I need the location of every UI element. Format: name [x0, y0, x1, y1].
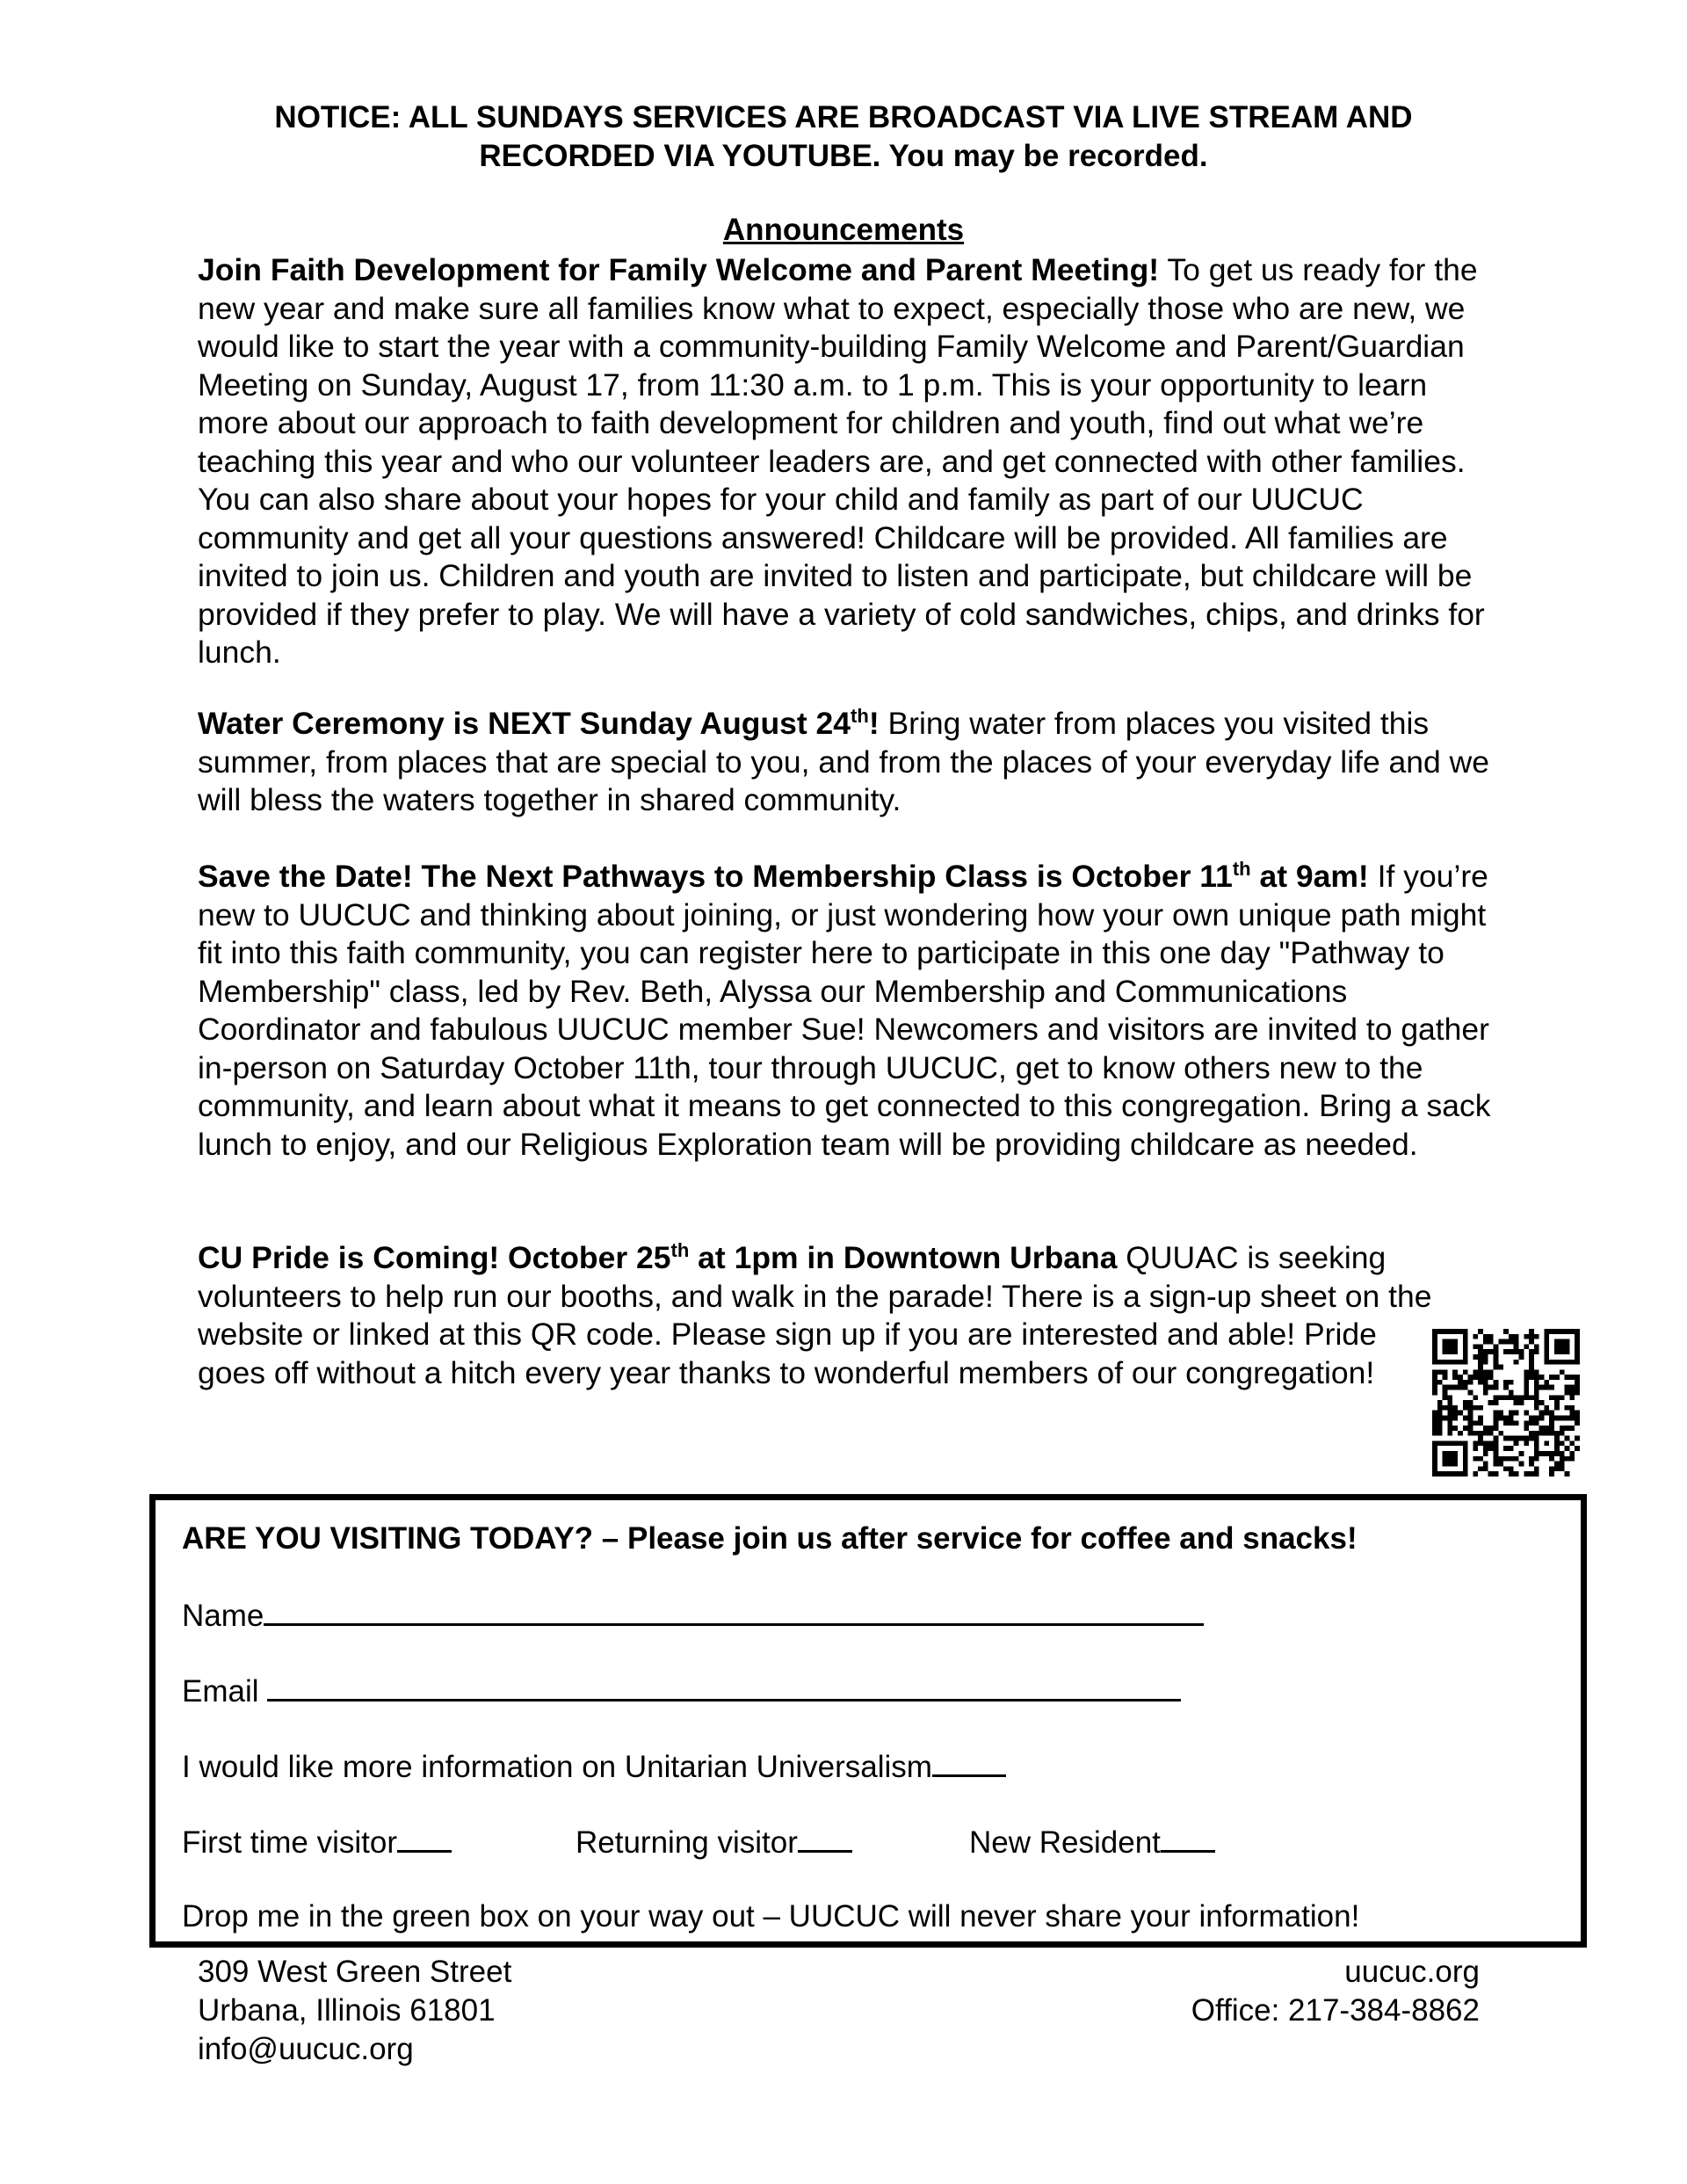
name-label: Name [182, 1599, 264, 1633]
ordinal-suffix: th [851, 705, 869, 728]
visitor-card-heading: ARE YOU VISITING TODAY? – Please join us after service for coffee and snacks! [182, 1521, 1358, 1556]
street-address: 309 West Green Street [198, 1955, 512, 1989]
heading-text: CU Pride is Coming! October 25 [198, 1240, 671, 1275]
first-time-visitor-option[interactable] [182, 1822, 576, 1862]
announcement-heading [198, 1240, 1117, 1275]
visitor-card [149, 1494, 1587, 1948]
first-time-label: First time visitor [182, 1825, 397, 1860]
announcement-body: Bring water from places you visited this summer, from places that are special to you, and from the places of your everyday life and we will bless the waters together in shared community. [198, 706, 1490, 817]
more-info-blank[interactable] [932, 1746, 1006, 1777]
name-field[interactable] [182, 1595, 1204, 1636]
website-link[interactable]: uucuc.org [1344, 1955, 1480, 1989]
office-phone: Office: 217-384-8862 [1191, 1993, 1480, 2028]
announcement-body: If you’re new to UUCUC and thinking about joining, or just wondering how your own unique path might fit into this faith community, you can register here to participate in this one day "Pathway to Membership" class, led by Rev. Beth, Alyssa our Membership and Communications Coordinator and fabulous UUCUC member Sue! Newcomers and visitors are invited to gather in-person on Saturday October 11th, tour through UUCUC, get to know others new to the community, and learn about what it means to get connected to this congregation. Bring a sack lunch to enjoy, and our Religious Exploration team will be providing childcare as needed. [198, 859, 1491, 1162]
heading-text-end: at 1pm in Downtown Urbana [689, 1240, 1118, 1275]
qr-code-icon[interactable] [1432, 1329, 1580, 1477]
email-label: Email [182, 1674, 259, 1709]
notice-line-1: NOTICE: ALL SUNDAYS SERVICES ARE BROADCAST VIA LIVE STREAM AND [274, 100, 1413, 134]
announcements-title: Announcements [722, 213, 965, 247]
new-resident-option[interactable] [969, 1822, 1215, 1862]
notice-line-2: RECORDED VIA YOUTUBE. You may be recorded. [479, 139, 1208, 173]
announcement-cu-pride [198, 1239, 1445, 1392]
broadcast-notice [176, 98, 1511, 176]
city-state-zip: Urbana, Illinois 61801 [198, 1993, 496, 2028]
heading-text-end: at 9am! [1250, 859, 1369, 894]
returning-blank[interactable] [798, 1822, 852, 1853]
returning-visitor-option[interactable] [576, 1822, 969, 1862]
new-resident-blank[interactable] [1161, 1822, 1215, 1853]
announcement-body: QUUAC is seeking volunteers to help run our booths, and walk in the parade! There is a sign-up sheet on the website or linked at this QR code. Please sign up if you are interested and able! Pride goes off without a hitch every year thanks to wonderful members of our congregation! [198, 1240, 1432, 1390]
returning-label: Returning visitor [576, 1825, 798, 1860]
announcement-heading [198, 859, 1369, 894]
name-blank-line[interactable] [264, 1595, 1204, 1626]
email-field[interactable] [182, 1671, 1181, 1711]
heading-text-end: ! [868, 706, 880, 741]
visitor-type-options [182, 1822, 1215, 1862]
email-blank-line[interactable] [267, 1671, 1181, 1701]
new-resident-label: New Resident [969, 1825, 1161, 1860]
announcement-family-welcome [198, 251, 1498, 672]
more-info-label: I would like more information on Unitarian Universalism [182, 1750, 932, 1784]
announcement-membership-class [198, 858, 1498, 1164]
contact-email[interactable]: info@uucuc.org [198, 2032, 414, 2066]
footer-contact [1191, 1953, 1480, 2030]
heading-text: Save the Date! The Next Pathways to Membership Class is October 11 [198, 859, 1233, 894]
ordinal-suffix: th [670, 1239, 690, 1262]
heading-text: Water Ceremony is NEXT Sunday August 24 [198, 706, 851, 741]
announcement-heading: Join Faith Development for Family Welcome and Parent Meeting! [198, 252, 1160, 287]
drop-box-note: Drop me in the green box on your way out – UUCUC will never share your information! [182, 1899, 1360, 1934]
announcement-body: To get us ready for the new year and make sure all families know what to expect, especially those who are new, we would like to start the year with a community-building Family Welcome and Parent/Guardian Meeting on Sunday, August 17, from 11:30 a.m. to 1 p.m. This is your opportunity to learn more about our approach to faith development for children and youth, find out what we’re teaching this year and who our volunteer leaders are, and get connected with other families. You can also share about your hopes for your child and family as part of our UUCUC community and get all your questions answered! Childcare will be provided. All families are invited to join us. Children and youth are invited to listen and participate, but childcare will be provided if they prefer to play. We will have a variety of cold sandwiches, chips, and drinks for lunch. [198, 252, 1485, 670]
announcement-water-ceremony [198, 705, 1498, 820]
announcement-heading [198, 706, 880, 741]
ordinal-suffix: th [1232, 858, 1251, 881]
first-time-blank[interactable] [397, 1822, 452, 1853]
more-info-field[interactable] [182, 1746, 1006, 1787]
footer-address [198, 1953, 511, 2069]
